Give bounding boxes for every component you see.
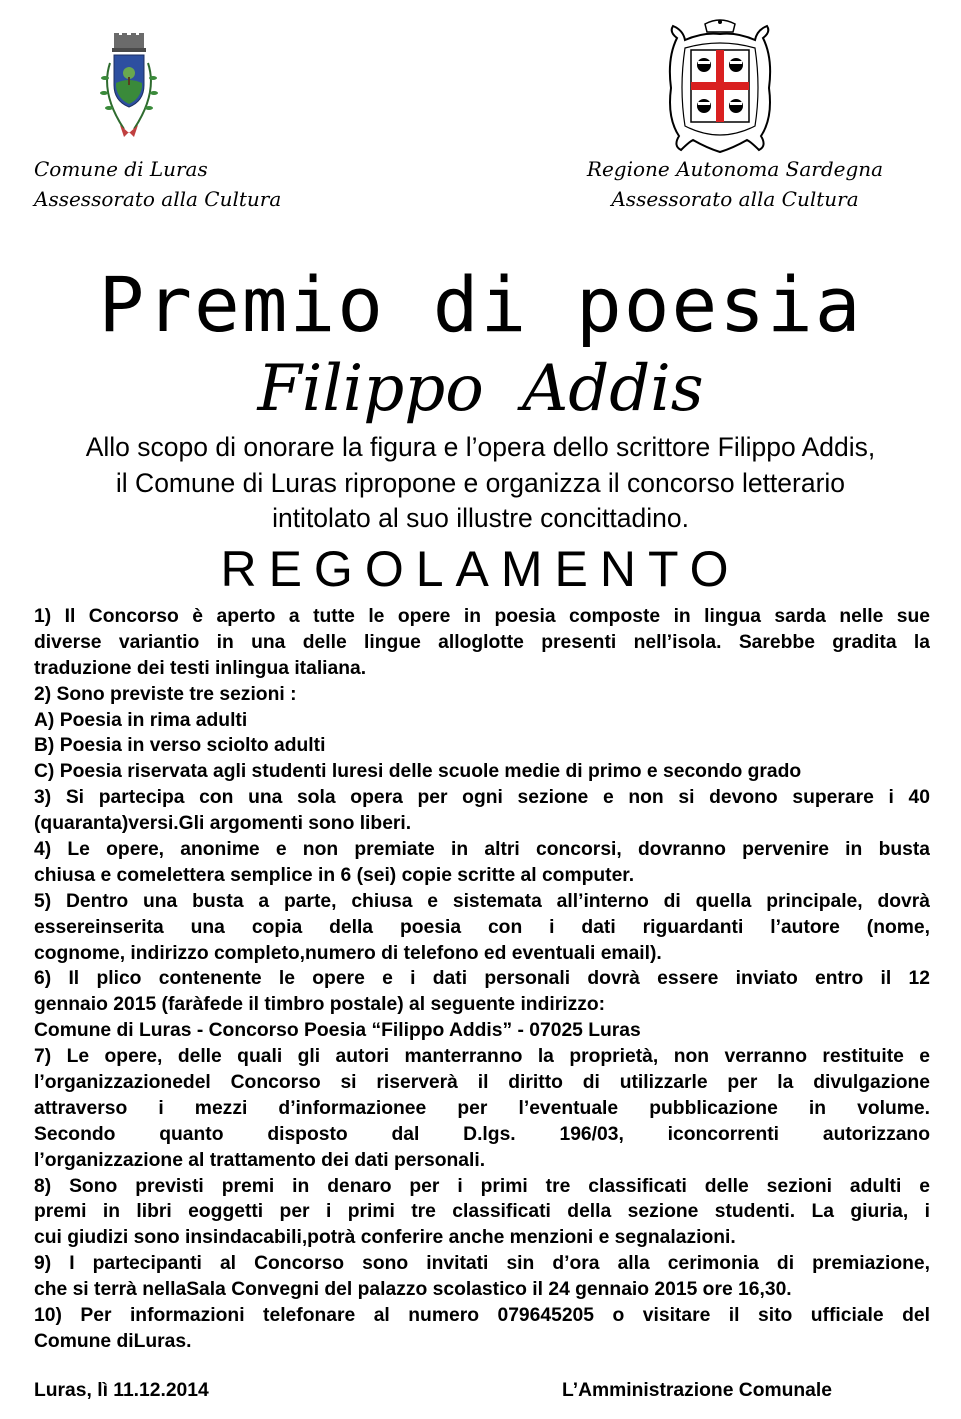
intro-line: Allo scopo di onorare la figura e l’opera dello scrittore Filippo Addis, [85,432,876,462]
rule-line: (quaranta)versi.Gli argomenti sono liberi. [34,813,412,835]
rule-line: Comune diLuras. [34,1330,192,1352]
rule-line: C) Poesia riservata agli studenti luresi delle scuole medie di primo e secondo grado [34,761,802,783]
comune-di-luras-coat-of-arms-icon [94,33,164,148]
rule-line: 9) I partecipanti al Concorso sono invitati sin d’ora alla cerimonia di premiazione, [34,1253,930,1275]
intro-line: intitolato al suo illustre concittadino. [272,503,689,533]
rule-line: cognome, indirizzo completo,numero di telefono ed eventuali email). [34,942,662,964]
rule-line: 7) Le opere, delle quali gli autori manterranno la proprietà, non verranno restituite e [34,1046,930,1068]
rule-line: l’organizzazione al trattamento dei dati personali. [34,1149,486,1171]
rule-line: traduzione dei testi inlingua italiana. [34,657,367,679]
rule-line: gennaio 2015 (faràfede il timbro postale) al seguente indirizzo: [34,994,606,1016]
header-right-line2: Assessorato alla Cultura [611,187,859,211]
footer-signature: L’Amministrazione Comunale [562,1380,832,1401]
page-title: Premio di poesia [98,260,863,349]
intro-paragraph [20,430,941,537]
rule-line: 1) Il Concorso è aperto a tutte le opere in poesia composte in lingua sarda nelle sue [34,606,930,627]
rule-line: B) Poesia in verso sciolto adulti [34,735,326,757]
rule-line: l’organizzazionedel Concorso si riserverà il diritto di utilizzarle per la divulgazione [34,1072,930,1094]
header-left [34,154,281,214]
header-left-line1: Comune di Luras [34,157,208,181]
rule-line: 4) Le opere, anonime e non premiate in altri concorsi, dovranno pervenire in busta [34,839,930,861]
rule-line: 5) Dentro una busta a parte, chiusa e sistemata all’interno di quella principale, dovrà [34,890,930,912]
rule-line: 2) Sono previste tre sezioni : [34,683,297,705]
rules-list [34,604,930,1355]
rule-line: attraverso i mezzi d’informazionee per l’eventuale pubblicazione in volume. [34,1097,930,1119]
rule-line: diverse variantio in una delle lingue alloglotte presenti nell’isola. Sarebbe gradita la [34,631,930,653]
rule-line: 8) Sono previsti premi in denaro per i primi tre classificati delle sezioni adulti e [34,1175,930,1197]
header-right-line1: Regione Autonoma Sardegna [586,157,884,181]
rule-line: A) Poesia in rima adulti [34,709,248,731]
rule-line: premi in libri eoggetti per i primi tre classificati della sezione studenti. La giuria, i [34,1201,930,1223]
page-subtitle: Filippo Addis [257,352,704,426]
rule-line: che si terrà nellaSala Convegni del palazzo scolastico il 24 gennaio 2015 ore 16,30. [34,1279,792,1301]
rule-line: 10) Per informazioni telefonare al numero 079645205 o visitare il sito ufficiale del [34,1305,930,1327]
sardinia-four-moors-coat-of-arms-icon [663,18,778,155]
rule-line: Secondo quanto disposto dal D.lgs. 196/03, iconcorrenti autorizzano [34,1123,930,1145]
header-left-line2: Assessorato alla Cultura [34,187,282,211]
rule-line: chiusa e comelettera semplice in 6 (sei) copie scritte al computer. [34,864,635,886]
header-right [560,154,910,214]
footer-place-date: Luras, lì 11.12.2014 [34,1380,209,1401]
rule-line: 3) Si partecipa con una sola opera per ogni sezione e non si devono superare i 40 [34,787,930,809]
rule-line: cui giudizi sono insindacabili,potrà conferire anche menzioni e segnalazioni. [34,1227,736,1249]
rule-line: essereinserita una copia della poesia con i dati riguardanti l’autore (nome, [34,916,930,938]
intro-line: il Comune di Luras ripropone e organizza il concorso letterario [115,467,846,498]
rule-line: 6) Il plico contenente le opere e i dati personali dovrà essere inviato entro il 12 [34,968,930,990]
regolamento-heading: REGOLAMENTO [220,541,741,597]
rule-line: Comune di Luras - Concorso Poesia “Filippo Addis” - 07025 Luras [34,1020,641,1042]
